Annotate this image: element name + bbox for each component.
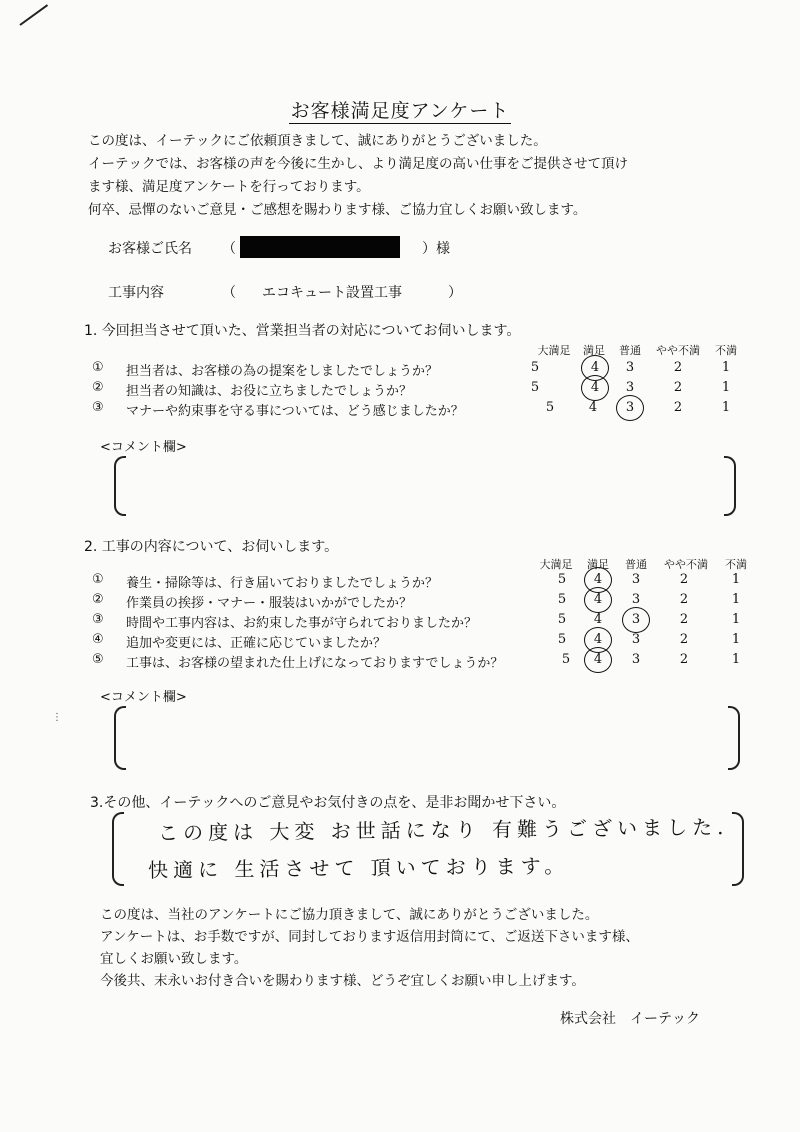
intro-line: ます様、満足度アンケートを行っております。 (88, 179, 370, 195)
scale-label-satisfied: 満足 (587, 558, 609, 571)
rating-option-1[interactable]: 1 (731, 572, 741, 587)
rating-option-2[interactable]: 2 (679, 632, 689, 647)
customer-name-row (108, 238, 226, 258)
rating-option-2[interactable]: 2 (679, 592, 689, 607)
rating-option-5[interactable]: 5 (557, 612, 567, 627)
section2-title: 2. 工事の内容について、お伺いします。 (84, 539, 339, 555)
rating-option-5[interactable]: 5 (545, 400, 555, 415)
rating-option-3[interactable]: 3 (620, 400, 640, 415)
section1-comment-box-left (114, 456, 126, 516)
rating-option-3[interactable]: 3 (631, 652, 641, 667)
rating-option-1[interactable]: 1 (721, 360, 731, 375)
intro-line: 何卒、忌憚のないご意見・ご感想を賜わります様、ご協力宜しくお願い致します。 (88, 202, 587, 218)
work-content-row (108, 282, 226, 302)
section3-title: 3.その他、イーテックへのご意見やお気付きの点を、是非お聞かせ下さい。 (90, 795, 566, 811)
handwritten-comment-line: この度は 大変 お世話になり 有難うございました. (157, 815, 729, 845)
intro-line: イーテックでは、お客様の声を今後に生かし、より満足度の高い仕事をご提供させて頂け (88, 156, 628, 172)
rating-option-3[interactable]: 3 (631, 592, 641, 607)
section1-comment-label: <コメント欄> (100, 440, 187, 455)
rating-option-1[interactable]: 1 (731, 652, 741, 667)
question-number: ② (92, 380, 104, 395)
rating-option-5[interactable]: 5 (557, 632, 567, 647)
scale-label-somewhat-dissatisfied: やや不満 (664, 558, 708, 571)
customer-name-label: お客様ご氏名 (108, 241, 192, 257)
scale-label-neutral: 普通 (619, 344, 641, 357)
company-signature: 株式会社 イーテック (560, 1011, 700, 1027)
question-number: ① (92, 572, 104, 587)
scale-label-dissatisfied: 不満 (715, 344, 737, 357)
rating-option-4[interactable]: 4 (588, 632, 608, 647)
section2-comment-label: <コメント欄> (100, 690, 187, 705)
stray-pen-mark (19, 4, 48, 26)
scale-label-very-satisfied: 大満足 (539, 558, 573, 571)
rating-option-2[interactable]: 2 (673, 380, 683, 395)
closing-line: アンケートは、お手数ですが、同封しております返信用封筒にて、ご返送下さいます様、 (100, 929, 639, 945)
rating-option-2[interactable]: 2 (679, 572, 689, 587)
question-text: 追加や変更には、正確に応じていましたか？ (126, 636, 387, 651)
rating-option-3[interactable]: 3 (631, 632, 641, 647)
survey-title-text: お客様満足度アンケート (290, 100, 510, 122)
question-number: ⑤ (92, 652, 104, 667)
handwritten-comment-line: 快適に 生活させて 頂いております。 (147, 853, 570, 883)
work-content-open-paren: （ (222, 285, 236, 301)
scale-label-very-satisfied: 大満足 (537, 344, 571, 357)
question-text: 担当者は、お客様の為の提案をしましたでしょうか？ (126, 364, 439, 379)
rating-option-4[interactable]: 4 (585, 360, 605, 375)
question-text: 工事は、お客様の望まれた仕上げになっておりますでしょうか？ (126, 656, 504, 671)
rating-option-2[interactable]: 2 (673, 400, 683, 415)
rating-option-3[interactable]: 3 (625, 380, 635, 395)
work-content-value: エコキュート設置工事 (262, 285, 402, 301)
rating-option-1[interactable]: 1 (721, 400, 731, 415)
closing-line: 宜しくお願い致します。 (100, 951, 248, 967)
rating-option-5[interactable]: 5 (557, 572, 567, 587)
survey-title (0, 96, 800, 123)
question-number: ③ (92, 612, 104, 627)
scale-label-neutral: 普通 (625, 558, 647, 571)
question-number: ① (92, 360, 104, 375)
section3-comment-box-right (732, 812, 744, 886)
scale-label-somewhat-dissatisfied: やや不満 (656, 344, 700, 357)
section1-comment-box-right (724, 456, 736, 516)
rating-option-1[interactable]: 1 (731, 612, 741, 627)
scan-specks: ⋮ (52, 712, 62, 723)
customer-name-suffix: ）様 (422, 241, 450, 257)
question-text: 時間や工事内容は、お約束した事が守られておりましたか？ (126, 616, 478, 631)
question-text: 作業員の挨拶・マナー・服装はいかがでしたか？ (126, 596, 413, 611)
intro-paragraph (88, 130, 758, 222)
rating-option-3[interactable]: 3 (631, 572, 641, 587)
question-text: 担当者の知識は、お役に立ちましたでしょうか？ (126, 384, 413, 399)
question-number: ④ (92, 632, 104, 647)
question-text: 養生・掃除等は、行き届いておりましたでしょうか？ (126, 576, 439, 591)
closing-line: この度は、当社のアンケートにご協力頂きまして、誠にありがとうございました。 (100, 907, 599, 923)
scale-label-satisfied: 満足 (583, 344, 605, 357)
section3-comment-box-left (112, 812, 124, 886)
work-content-label: 工事内容 (108, 285, 164, 301)
section2-comment-box-left (114, 706, 126, 770)
rating-option-2[interactable]: 2 (673, 360, 683, 375)
intro-line: この度は、イーテックにご依頼頂きまして、誠にありがとうございました。 (88, 133, 547, 149)
rating-option-5[interactable]: 5 (557, 592, 567, 607)
scale-label-dissatisfied: 不満 (725, 558, 747, 571)
rating-option-3[interactable]: 3 (626, 612, 646, 627)
rating-option-2[interactable]: 2 (679, 612, 689, 627)
rating-option-2[interactable]: 2 (679, 652, 689, 667)
rating-option-3[interactable]: 3 (625, 360, 635, 375)
closing-paragraph (100, 904, 740, 992)
rating-option-1[interactable]: 1 (721, 380, 731, 395)
work-content-close-paren: ） (448, 285, 462, 301)
question-text: マナーや約束事を守る事については、どう感じましたか？ (126, 404, 464, 419)
rating-option-4[interactable]: 4 (593, 612, 603, 627)
question-number: ② (92, 592, 104, 607)
rating-option-4[interactable]: 4 (588, 572, 608, 587)
rating-option-4[interactable]: 4 (585, 380, 605, 395)
question-number: ③ (92, 400, 104, 415)
rating-option-1[interactable]: 1 (731, 632, 741, 647)
rating-option-4[interactable]: 4 (588, 400, 598, 415)
customer-name-open-paren: （ (222, 241, 236, 257)
rating-option-5[interactable]: 5 (561, 652, 571, 667)
redacted-customer-name (240, 236, 400, 258)
rating-option-4[interactable]: 4 (588, 592, 608, 607)
rating-option-5[interactable]: 5 (530, 380, 540, 395)
rating-option-4[interactable]: 4 (588, 652, 608, 667)
rating-option-1[interactable]: 1 (731, 592, 741, 607)
closing-line: 今後共、末永いお付き合いを賜わります様、どうぞ宜しくお願い申し上げます。 (100, 973, 585, 989)
section2-comment-box-right (728, 706, 740, 770)
rating-option-5[interactable]: 5 (530, 360, 540, 375)
section1-title: 1. 今回担当させて頂いた、営業担当者の対応についてお伺いします。 (84, 323, 521, 339)
